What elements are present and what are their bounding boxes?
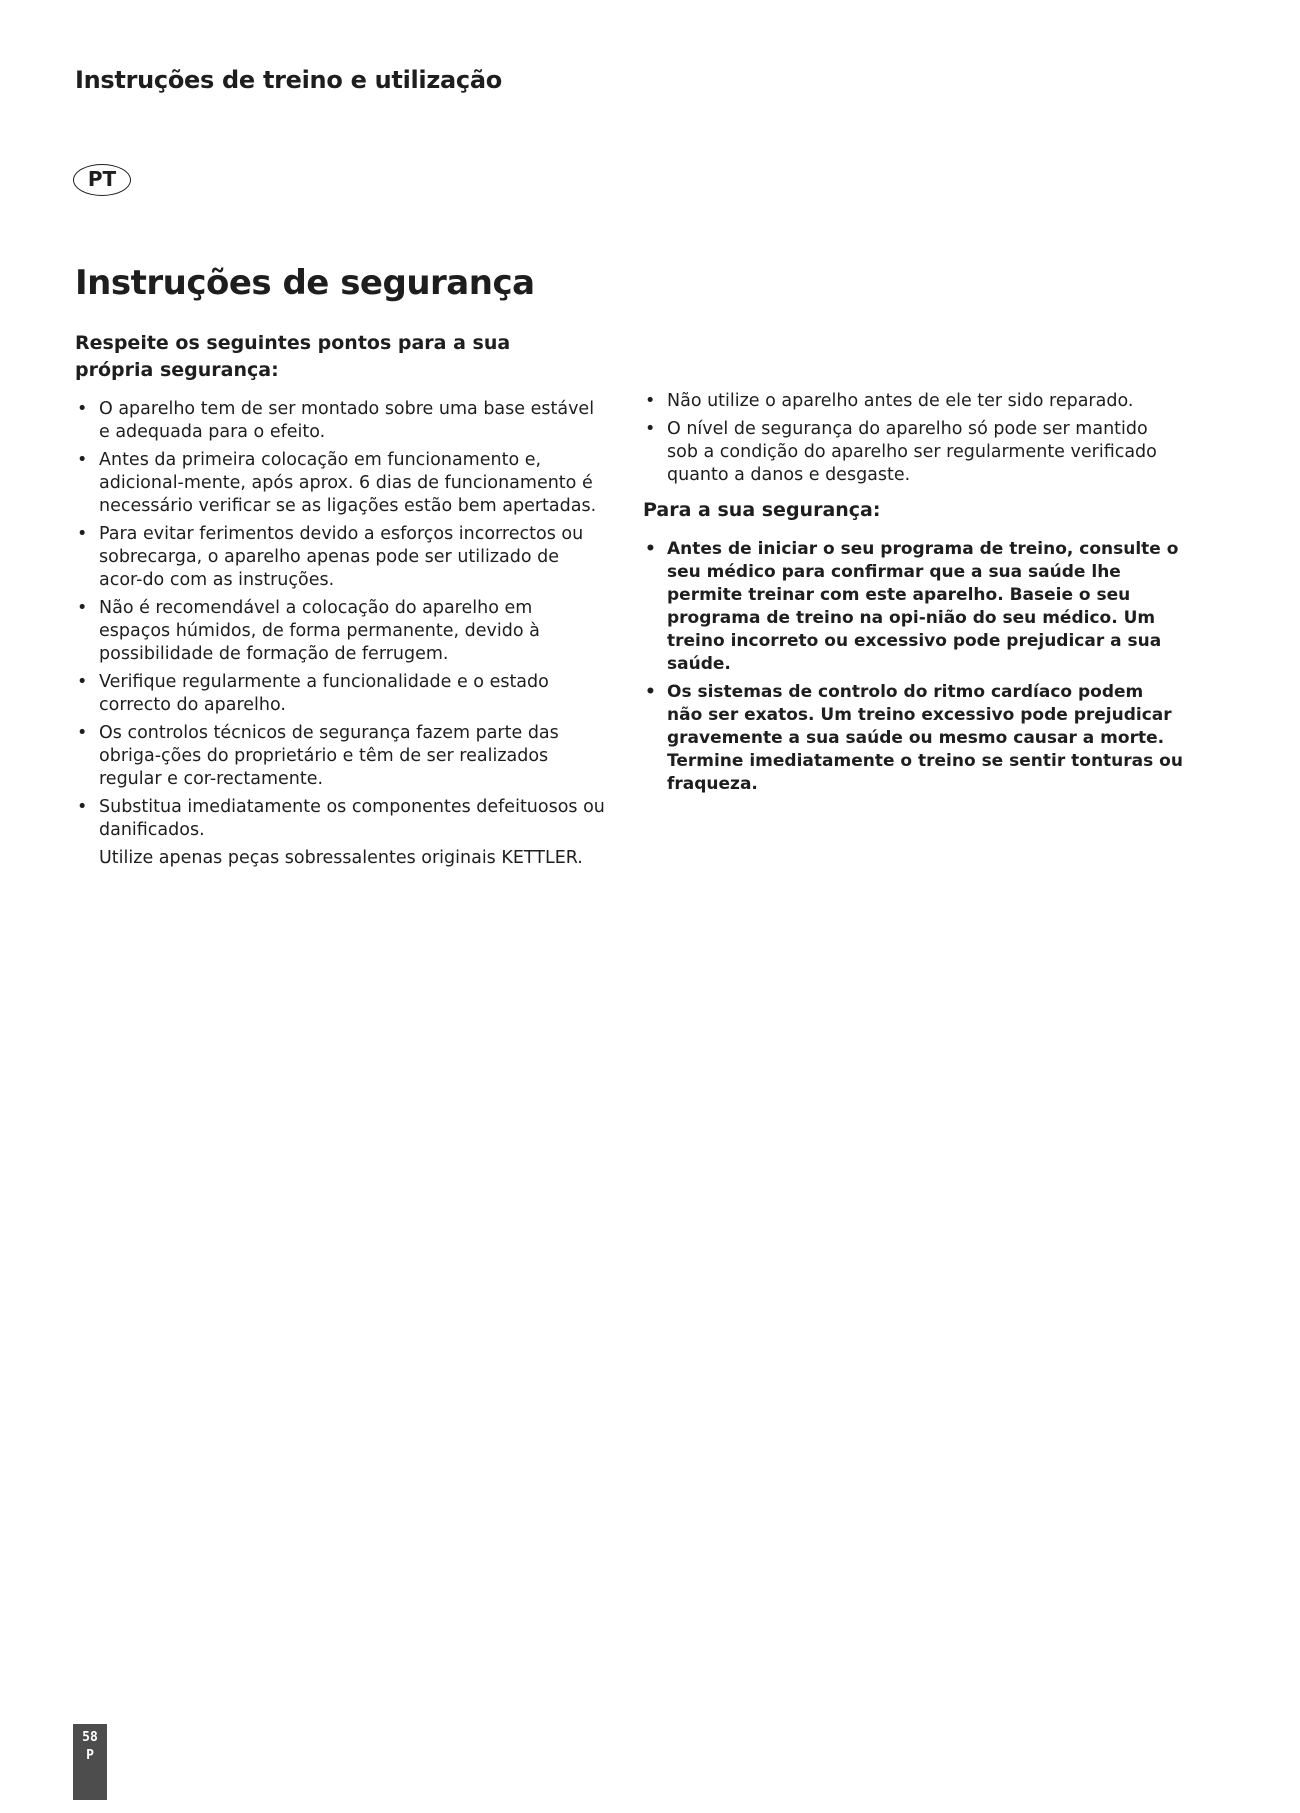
list-item: • O aparelho tem de ser montado sobre uma base estável e adequada para o efeito. xyxy=(75,398,605,444)
list-item: • Para evitar ferimentos devido a esforços incorrectos ou sobrecarga, o aparelho apenas pode ser utilizado de acor-do com as instruções. xyxy=(75,523,605,592)
warning-item: • Os sistemas de controlo do ritmo cardíaco podem não ser exatos. Um treino excessivo pode prejudicar gravemente a sua saúde ou mesmo causar a morte. Termine imediatamente o treino se sentir tonturas ou fraqueza. xyxy=(643,681,1183,796)
page-number-tab xyxy=(73,1724,107,1800)
document-header: Instruções de treino e utilização xyxy=(75,66,502,94)
list-item: • Não é recomendável a colocação do aparelho em espaços húmidos, de forma permanente, devido à possibilidade de formação de ferrugem. xyxy=(75,597,605,666)
section-heading-your-safety: Para a sua segurança: xyxy=(643,499,881,521)
repair-points-list xyxy=(643,390,1183,487)
right-column xyxy=(643,390,1183,801)
language-badge: PT xyxy=(73,164,131,196)
list-item: • Os controlos técnicos de segurança fazem parte das obriga-ções do proprietário e têm de ser realizados regular e cor-rectamente. xyxy=(75,722,605,791)
spare-parts-note: Utilize apenas peças sobressalentes originais KETTLER. xyxy=(99,848,583,868)
safety-points-list xyxy=(75,398,605,842)
list-item: • Verifique regularmente a funcionalidade e o estado correcto do aparelho. xyxy=(75,671,605,717)
language-letter: P xyxy=(86,1748,94,1763)
list-item: • O nível de segurança do aparelho só pode ser mantido sob a condição do aparelho ser regularmente verificado quanto a danos e desgaste. xyxy=(643,418,1183,487)
health-warnings-list xyxy=(643,538,1183,796)
section-heading-own-safety: Respeite os seguintes pontos para a sua própria segurança: xyxy=(75,332,511,381)
page-title: Instruções de segurança xyxy=(75,263,535,303)
list-item: • Não utilize o aparelho antes de ele ter sido reparado. xyxy=(643,390,1183,413)
left-column xyxy=(75,330,605,870)
list-item: • Antes da primeira colocação em funcionamento e, adicional-mente, após aprox. 6 dias de funcionamento é necessário verificar se as ligações estão bem apertadas. xyxy=(75,449,605,518)
list-item: • Substitua imediatamente os componentes defeituosos ou danificados. xyxy=(75,796,605,842)
page-number: 58 xyxy=(82,1730,98,1745)
warning-item: • Antes de iniciar o seu programa de treino, consulte o seu médico para confirmar que a sua saúde lhe permite treinar com este aparelho. Baseie o seu programa de treino na opi-nião do seu médico. Um treino incorreto ou excessivo pode prejudicar a sua saúde. xyxy=(643,538,1183,676)
